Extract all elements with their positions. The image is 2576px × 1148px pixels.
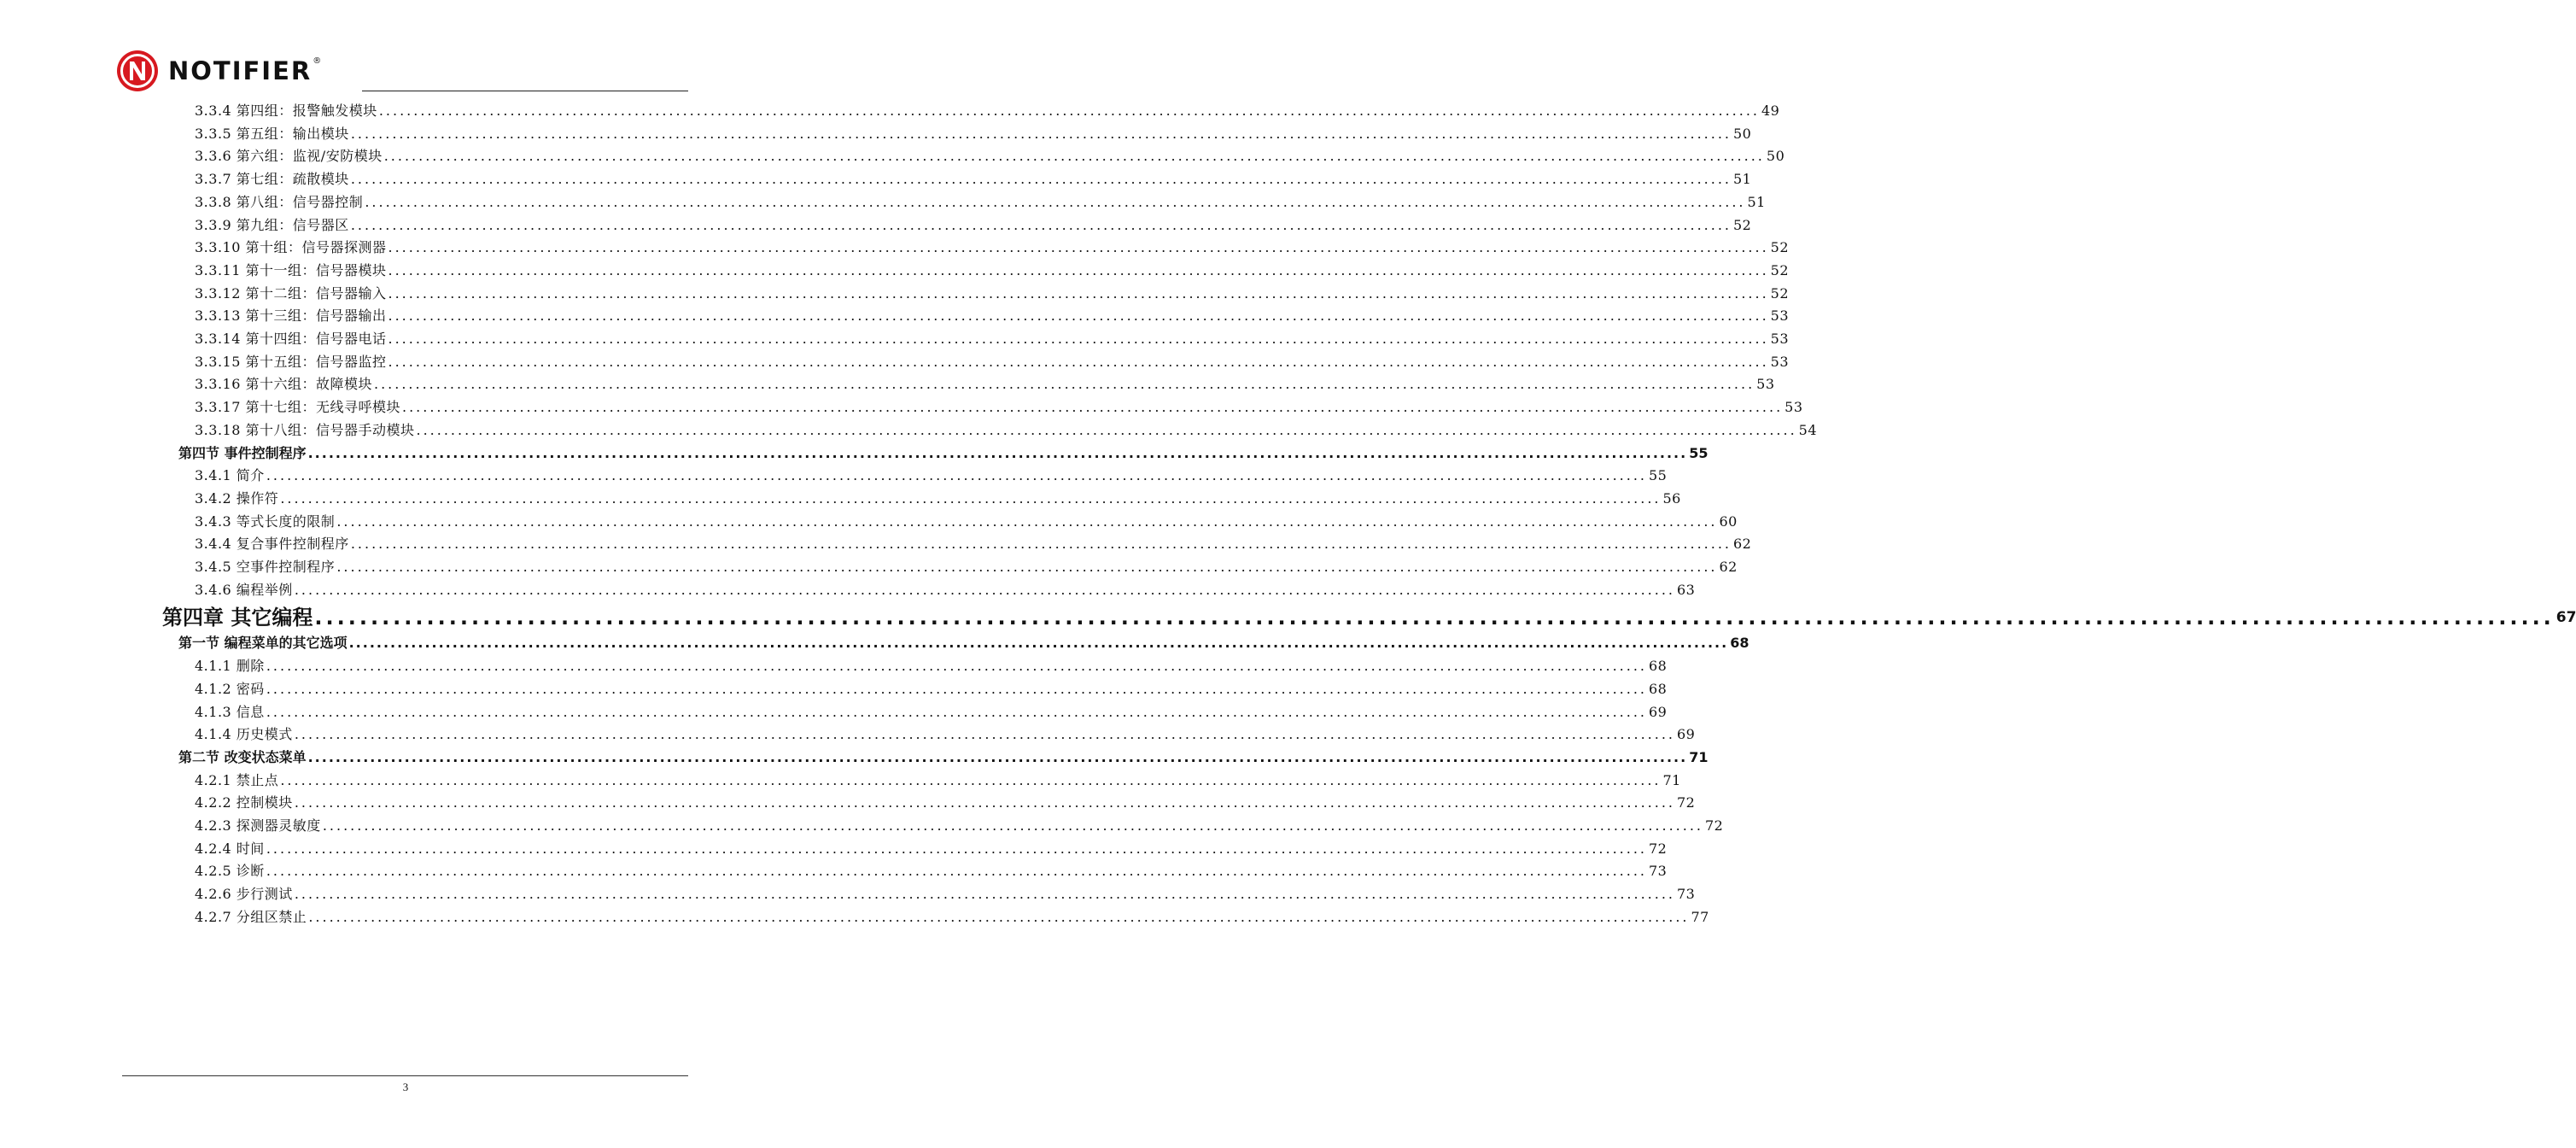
toc-subsection-entry[interactable] bbox=[195, 144, 1785, 165]
toc-subsection-entry[interactable] bbox=[195, 723, 1696, 743]
toc-dot-leader: ........................................................................................................................................................................................................ bbox=[388, 284, 1769, 302]
toc-entry-page: 68 bbox=[1649, 680, 1668, 697]
toc-entry-page: 68 bbox=[1730, 635, 1749, 652]
toc-entry-label: 3.4.2 操作符 bbox=[195, 489, 279, 507]
toc-dot-leader: ........................................................................................................................................................................................................ bbox=[266, 467, 1647, 484]
toc-dot-leader: ........................................................................................................................................................................................................ bbox=[350, 171, 1732, 188]
toc-entry-page: 63 bbox=[1677, 581, 1696, 598]
toc-entry-page: 53 bbox=[1756, 376, 1775, 393]
toc-entry-page: 72 bbox=[1649, 840, 1668, 857]
toc-entry-page: 54 bbox=[1798, 421, 1818, 438]
toc-entry-label: 4.2.6 步行测试 bbox=[195, 886, 293, 903]
toc-dot-leader: ........................................................................................................................................................................................................ bbox=[336, 559, 1718, 575]
toc-subsection-entry[interactable] bbox=[195, 532, 1752, 553]
toc-entry-label: 3.3.4 第四组：报警触发模块 bbox=[195, 102, 377, 119]
toc-subsection-entry[interactable] bbox=[195, 395, 1803, 416]
toc-entry-page: 62 bbox=[1733, 536, 1752, 553]
toc-entry-label: 4.2.2 控制模块 bbox=[195, 794, 293, 811]
toc-entry-page: 53 bbox=[1785, 399, 1803, 416]
toc-entry-label: 4.1.3 信息 bbox=[195, 703, 265, 720]
toc-entry-page: 55 bbox=[1689, 444, 1709, 461]
toc-dot-leader: ........................................................................................................................................................................................................ bbox=[266, 863, 1647, 880]
toc-entry-page: 71 bbox=[1662, 771, 1681, 788]
toc-entry-label: 3.3.9 第九组：信号器区 bbox=[195, 216, 349, 233]
logo-wordmark: NOTIFIER bbox=[168, 56, 313, 85]
toc-entry-label: 3.3.17 第十七组：无线寻呼模块 bbox=[195, 399, 400, 416]
toc-entry-label: 第二节 改变状态菜单 bbox=[178, 748, 307, 765]
toc-subsection-entry[interactable] bbox=[195, 122, 1752, 143]
toc-dot-leader: ........................................................................................................................................................................................................ bbox=[383, 148, 1765, 165]
toc-dot-leader: ........................................................................................................................................................................................................ bbox=[314, 606, 2555, 630]
toc-entry-label: 第一节 编程菜单的其它选项 bbox=[178, 635, 348, 652]
toc-entry-label: 3.4.3 等式长度的限制 bbox=[195, 512, 336, 530]
toc-entry-label: 4.1.1 删除 bbox=[195, 658, 265, 675]
toc-dot-leader: ........................................................................................................................................................................................................ bbox=[388, 308, 1769, 325]
toc-entry-page: 51 bbox=[1733, 171, 1752, 188]
toc-subsection-entry[interactable] bbox=[195, 700, 1668, 721]
toc-dot-leader: ........................................................................................................................................................................................................ bbox=[348, 635, 1729, 652]
toc-subsection-entry[interactable] bbox=[195, 190, 1766, 211]
toc-entry-page: 72 bbox=[1677, 794, 1696, 811]
toc-entry-label: 3.4.5 空事件控制程序 bbox=[195, 559, 336, 575]
toc-dot-leader: ........................................................................................................................................................................................................ bbox=[350, 536, 1732, 553]
toc-entry-label: 3.3.10 第十组：信号器探测器 bbox=[195, 239, 387, 256]
toc-entry-label: 第四章 其它编程 bbox=[162, 606, 313, 630]
toc-subsection-entry[interactable] bbox=[195, 814, 1724, 835]
toc-subsection-entry[interactable] bbox=[195, 282, 1790, 302]
toc-entry-label: 第四节 事件控制程序 bbox=[178, 444, 307, 461]
toc-entry-page: 69 bbox=[1677, 726, 1696, 743]
toc-dot-leader: ........................................................................................................................................................................................................ bbox=[266, 658, 1647, 675]
toc-entry-label: 3.3.18 第十八组：信号器手动模块 bbox=[195, 421, 415, 438]
toc-subsection-entry[interactable] bbox=[195, 837, 1668, 858]
toc-subsection-entry[interactable] bbox=[195, 578, 1696, 599]
toc-subsection-entry[interactable] bbox=[195, 304, 1790, 325]
notifier-logo bbox=[115, 49, 321, 93]
toc-entry-label: 4.2.1 禁止点 bbox=[195, 771, 279, 788]
toc-entry-page: 53 bbox=[1770, 353, 1790, 370]
toc-entry-label: 4.2.7 分组区禁止 bbox=[195, 908, 307, 925]
toc-subsection-entry[interactable] bbox=[195, 327, 1790, 348]
toc-entry-label: 3.3.13 第十三组：信号器输出 bbox=[195, 308, 387, 325]
toc-entry-page: 71 bbox=[1689, 748, 1709, 765]
toc-dot-leader: ........................................................................................................................................................................................................ bbox=[416, 421, 1797, 438]
toc-dot-leader: ........................................................................................................................................................................................................ bbox=[307, 444, 1688, 461]
toc-entry-label: 3.3.16 第十六组：故障模块 bbox=[195, 376, 372, 393]
toc-entry-page: 51 bbox=[1747, 193, 1766, 210]
toc-subsection-entry[interactable] bbox=[195, 555, 1738, 576]
toc-dot-leader: ........................................................................................................................................................................................................ bbox=[294, 886, 1675, 903]
toc-entry-page: 52 bbox=[1770, 261, 1790, 278]
toc-entry-page: 68 bbox=[1649, 658, 1668, 675]
toc-dot-leader: ........................................................................................................................................................................................................ bbox=[294, 794, 1675, 811]
toc-entry-page: 56 bbox=[1662, 489, 1681, 507]
toc-dot-leader: ........................................................................................................................................................................................................ bbox=[308, 908, 1690, 925]
toc-entry-page: 53 bbox=[1770, 308, 1790, 325]
toc-entry-label: 4.2.3 探测器灵敏度 bbox=[195, 817, 321, 834]
toc-dot-leader: ........................................................................................................................................................................................................ bbox=[266, 703, 1647, 720]
toc-subsection-entry[interactable] bbox=[195, 419, 1818, 439]
notifier-logo-mark-icon bbox=[115, 49, 160, 93]
toc-dot-leader: ........................................................................................................................................................................................................ bbox=[322, 817, 1703, 834]
toc-entry-label: 3.3.6 第六组：监视/安防模块 bbox=[195, 148, 383, 165]
toc-entry-page: 55 bbox=[1649, 467, 1668, 484]
toc-subsection-entry[interactable] bbox=[195, 769, 1681, 789]
toc-entry-page: 73 bbox=[1677, 886, 1696, 903]
toc-subsection-entry[interactable] bbox=[195, 259, 1790, 279]
toc-subsection-entry[interactable] bbox=[195, 510, 1738, 530]
registered-mark: ® bbox=[313, 56, 322, 66]
toc-entry-label: 4.2.4 时间 bbox=[195, 840, 265, 857]
toc-subsection-entry[interactable] bbox=[195, 167, 1752, 188]
toc-subsection-entry[interactable] bbox=[195, 882, 1696, 903]
toc-chapter-entry[interactable] bbox=[162, 604, 2576, 630]
toc-entry-page: 50 bbox=[1733, 125, 1752, 142]
toc-entry-label: 3.3.12 第十二组：信号器输入 bbox=[195, 284, 387, 302]
toc-entry-page: 60 bbox=[1719, 512, 1738, 530]
toc-subsection-entry[interactable] bbox=[195, 350, 1790, 371]
toc-dot-leader: ........................................................................................................................................................................................................ bbox=[294, 726, 1675, 743]
toc-entry-page: 72 bbox=[1705, 817, 1724, 834]
toc-entry-label: 4.2.5 诊断 bbox=[195, 863, 265, 880]
toc-subsection-entry[interactable] bbox=[195, 99, 1780, 120]
toc-entry-label: 3.3.8 第八组：信号器控制 bbox=[195, 193, 364, 210]
toc-dot-leader: ........................................................................................................................................................................................................ bbox=[266, 840, 1647, 857]
toc-entry-page: 53 bbox=[1770, 331, 1790, 347]
toc-entry-label: 3.4.6 编程举例 bbox=[195, 581, 293, 598]
toc-entry-page: 69 bbox=[1649, 703, 1668, 720]
toc-section-entry[interactable] bbox=[178, 631, 1749, 652]
toc-dot-leader: ........................................................................................................................................................................................................ bbox=[378, 102, 1760, 119]
toc-entry-page: 52 bbox=[1770, 284, 1790, 302]
toc-entry-label: 3.3.7 第七组：疏散模块 bbox=[195, 171, 349, 188]
toc-entry-label: 3.3.15 第十五组：信号器监控 bbox=[195, 353, 387, 370]
toc-subsection-entry[interactable] bbox=[195, 677, 1668, 698]
toc-dot-leader: ........................................................................................................................................................................................................ bbox=[350, 216, 1732, 233]
toc-section-entry[interactable] bbox=[178, 746, 1709, 766]
toc-dot-leader: ........................................................................................................................................................................................................ bbox=[401, 399, 1784, 416]
toc-subsection-entry[interactable] bbox=[195, 859, 1668, 880]
toc-entry-label: 3.3.11 第十一组：信号器模块 bbox=[195, 261, 387, 278]
toc-dot-leader: ........................................................................................................................................................................................................ bbox=[388, 331, 1769, 347]
toc-dot-leader: ........................................................................................................................................................................................................ bbox=[373, 376, 1755, 393]
toc-entry-label: 3.4.1 简介 bbox=[195, 467, 265, 484]
toc-dot-leader: ........................................................................................................................................................................................................ bbox=[280, 489, 1662, 507]
toc-dot-leader: ........................................................................................................................................................................................................ bbox=[266, 680, 1647, 697]
toc-entry-page: 49 bbox=[1761, 102, 1780, 119]
toc-entry-page: 62 bbox=[1719, 559, 1738, 575]
toc-entry-label: 3.3.5 第五组：输出模块 bbox=[195, 125, 349, 142]
toc-dot-leader: ........................................................................................................................................................................................................ bbox=[388, 261, 1769, 278]
toc-entry-page: 67 bbox=[2556, 609, 2576, 627]
toc-entry-label: 3.3.14 第十四组：信号器电话 bbox=[195, 331, 387, 347]
toc-dot-leader: ........................................................................................................................................................................................................ bbox=[388, 239, 1769, 256]
toc-subsection-entry[interactable] bbox=[195, 214, 1752, 234]
toc-subsection-entry[interactable] bbox=[195, 905, 1709, 926]
toc-entry-label: 4.1.2 密码 bbox=[195, 680, 265, 697]
toc-entry-label: 3.4.4 复合事件控制程序 bbox=[195, 536, 349, 553]
toc-subsection-entry[interactable] bbox=[195, 464, 1668, 484]
toc-subsection-entry[interactable] bbox=[195, 372, 1775, 393]
toc-dot-leader: ........................................................................................................................................................................................................ bbox=[307, 748, 1688, 765]
toc-subsection-entry[interactable] bbox=[195, 654, 1668, 675]
toc-entry-label: 4.1.4 历史模式 bbox=[195, 726, 293, 743]
toc-dot-leader: ........................................................................................................................................................................................................ bbox=[294, 581, 1675, 598]
page-number: 3 bbox=[402, 1081, 409, 1093]
toc-dot-leader: ........................................................................................................................................................................................................ bbox=[365, 193, 1746, 210]
toc-entry-page: 52 bbox=[1770, 239, 1790, 256]
toc-entry-page: 50 bbox=[1766, 148, 1785, 165]
toc-entry-page: 73 bbox=[1649, 863, 1668, 880]
toc-entry-page: 52 bbox=[1733, 216, 1752, 233]
toc-entry-page: 77 bbox=[1691, 908, 1709, 925]
toc-subsection-entry[interactable] bbox=[195, 487, 1681, 507]
footer-rule bbox=[122, 1075, 688, 1076]
toc-dot-leader: ........................................................................................................................................................................................................ bbox=[336, 512, 1718, 530]
toc-dot-leader: ........................................................................................................................................................................................................ bbox=[350, 125, 1732, 142]
toc-subsection-entry[interactable] bbox=[195, 236, 1790, 256]
toc-dot-leader: ........................................................................................................................................................................................................ bbox=[388, 353, 1769, 370]
toc-subsection-entry[interactable] bbox=[195, 791, 1696, 811]
toc-dot-leader: ........................................................................................................................................................................................................ bbox=[280, 771, 1662, 788]
toc-section-entry[interactable] bbox=[178, 442, 1709, 462]
